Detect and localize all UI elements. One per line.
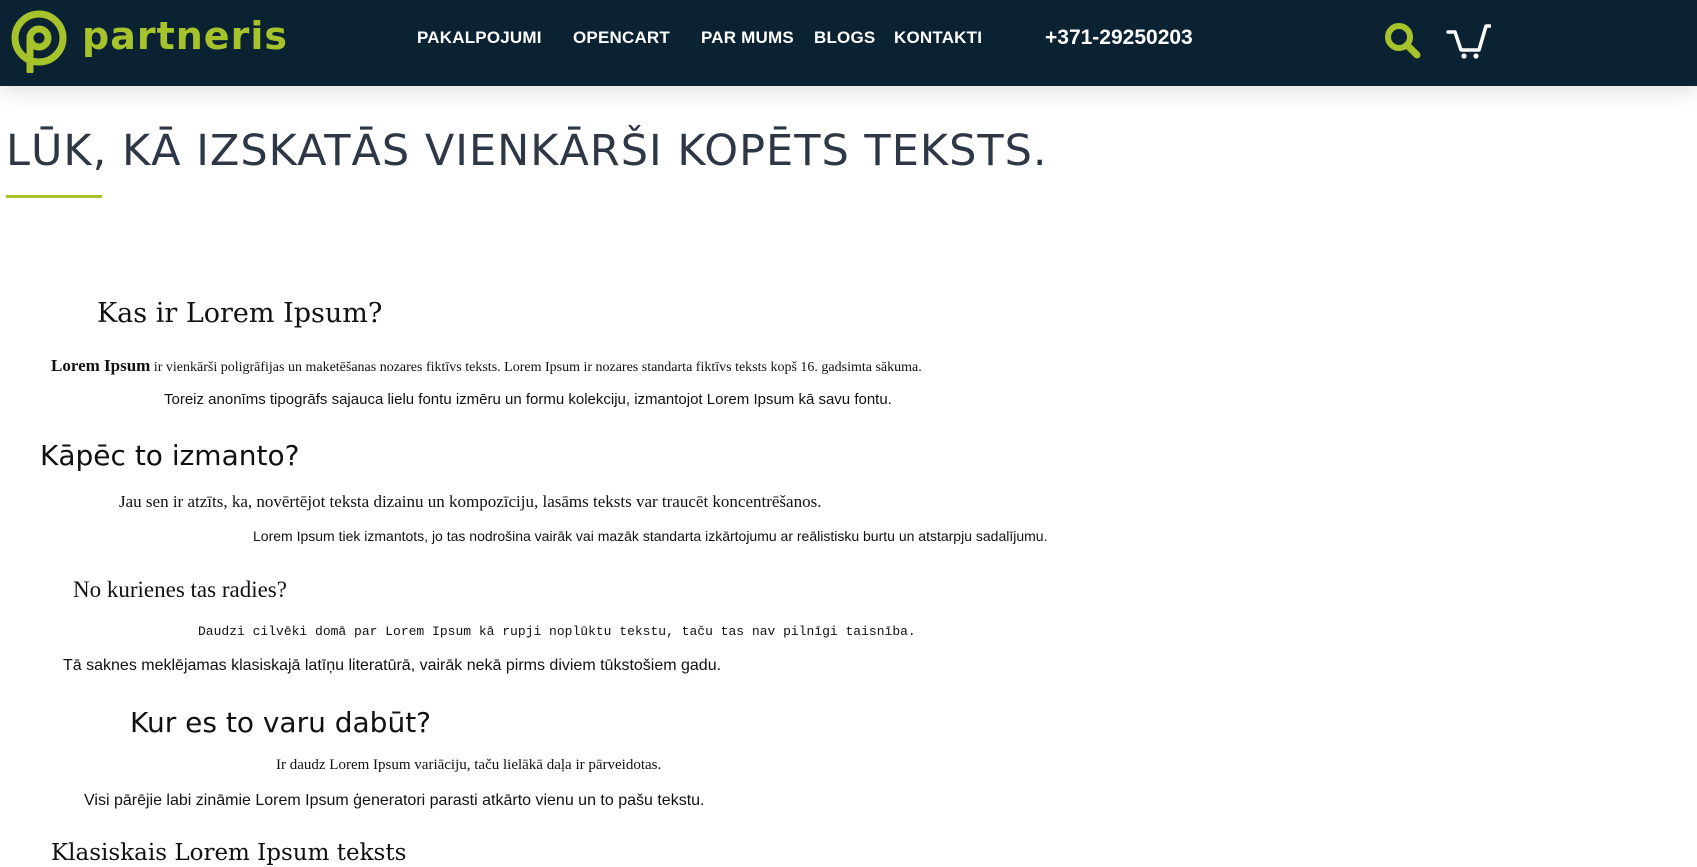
heading-no-kurienes: No kurienes tas radies?	[73, 577, 287, 602]
paragraph-text: ir vienkārši poligrāfijas un maketēšanas nozares fiktīvs teksts. Lorem Ipsum ir nozares standarta fiktīvs teksts kopš 16. gadsimta sākuma.	[150, 360, 922, 375]
page-title: LŪK, KĀ IZSKATĀS VIENKĀRŠI KOPĒTS TEKSTS.	[6, 126, 1048, 176]
heading-kas-ir-lorem-ipsum: Kas ir Lorem Ipsum?	[97, 298, 383, 329]
nav-item-blogs[interactable]: BLOGS	[814, 28, 876, 47]
phone-link[interactable]: +371-29250203	[1045, 26, 1193, 49]
search-button[interactable]	[1378, 18, 1426, 66]
nav-item-opencart[interactable]: OPENCART	[573, 28, 670, 47]
paragraph: Daudzi cilvēki domā par Lorem Ipsum kā rupji noplūktu tekstu, taču tas nav pilnīgi taisnība.	[198, 624, 916, 639]
heading-kur-es-to-varu-dabut: Kur es to varu dabūt?	[130, 706, 432, 739]
cart-button[interactable]	[1444, 18, 1492, 66]
paragraph: Toreiz anonīms tipogrāfs sajauca lielu fontu izmēru un formu kolekciju, izmantojot Lorem Ipsum kā savu fontu.	[164, 391, 892, 408]
title-underline	[6, 195, 102, 198]
paragraph: Lorem Ipsum tiek izmantots, jo tas nodrošina vairāk vai mazāk standarta izkārtojumu ar reālistisku burtu un atstarpju sadalījumu.	[253, 528, 1048, 544]
nav-item-par-mums[interactable]: PAR MUMS	[701, 28, 794, 47]
paragraph: Tā saknes meklējamas klasiskajā latīņu literatūrā, vairāk nekā pirms diviem tūkstošiem gadu.	[63, 657, 722, 674]
paragraph: Ir daudz Lorem Ipsum variāciju, taču lielākā daļa ir pārveidotas.	[276, 757, 662, 773]
logo-link[interactable]	[6, 10, 288, 74]
paragraph: Visi pārējie labi zināmie Lorem Ipsum ģeneratori parasti atkārto vienu un to pašu tekstu.	[84, 792, 705, 809]
logo-text: partneris	[82, 14, 288, 58]
site-header	[0, 0, 1697, 86]
paragraph: Jau sen ir atzīts, ka, novērtējot teksta dizainu un kompozīciju, lasāms teksts var traucēt koncentrēšanos.	[119, 492, 822, 511]
bold-term: Lorem Ipsum	[51, 356, 151, 375]
paragraph	[51, 356, 922, 376]
logo-icon	[6, 7, 72, 77]
heading-klasiskais: Klasiskais Lorem Ipsum teksts	[51, 840, 407, 866]
cart-icon	[1445, 20, 1491, 64]
nav-item-pakalpojumi[interactable]: PAKALPOJUMI	[417, 28, 542, 47]
nav-item-kontakti[interactable]: KONTAKTI	[894, 28, 983, 47]
heading-kapec-to-izmanto: Kāpēc to izmanto?	[40, 439, 300, 472]
search-icon	[1382, 20, 1422, 64]
